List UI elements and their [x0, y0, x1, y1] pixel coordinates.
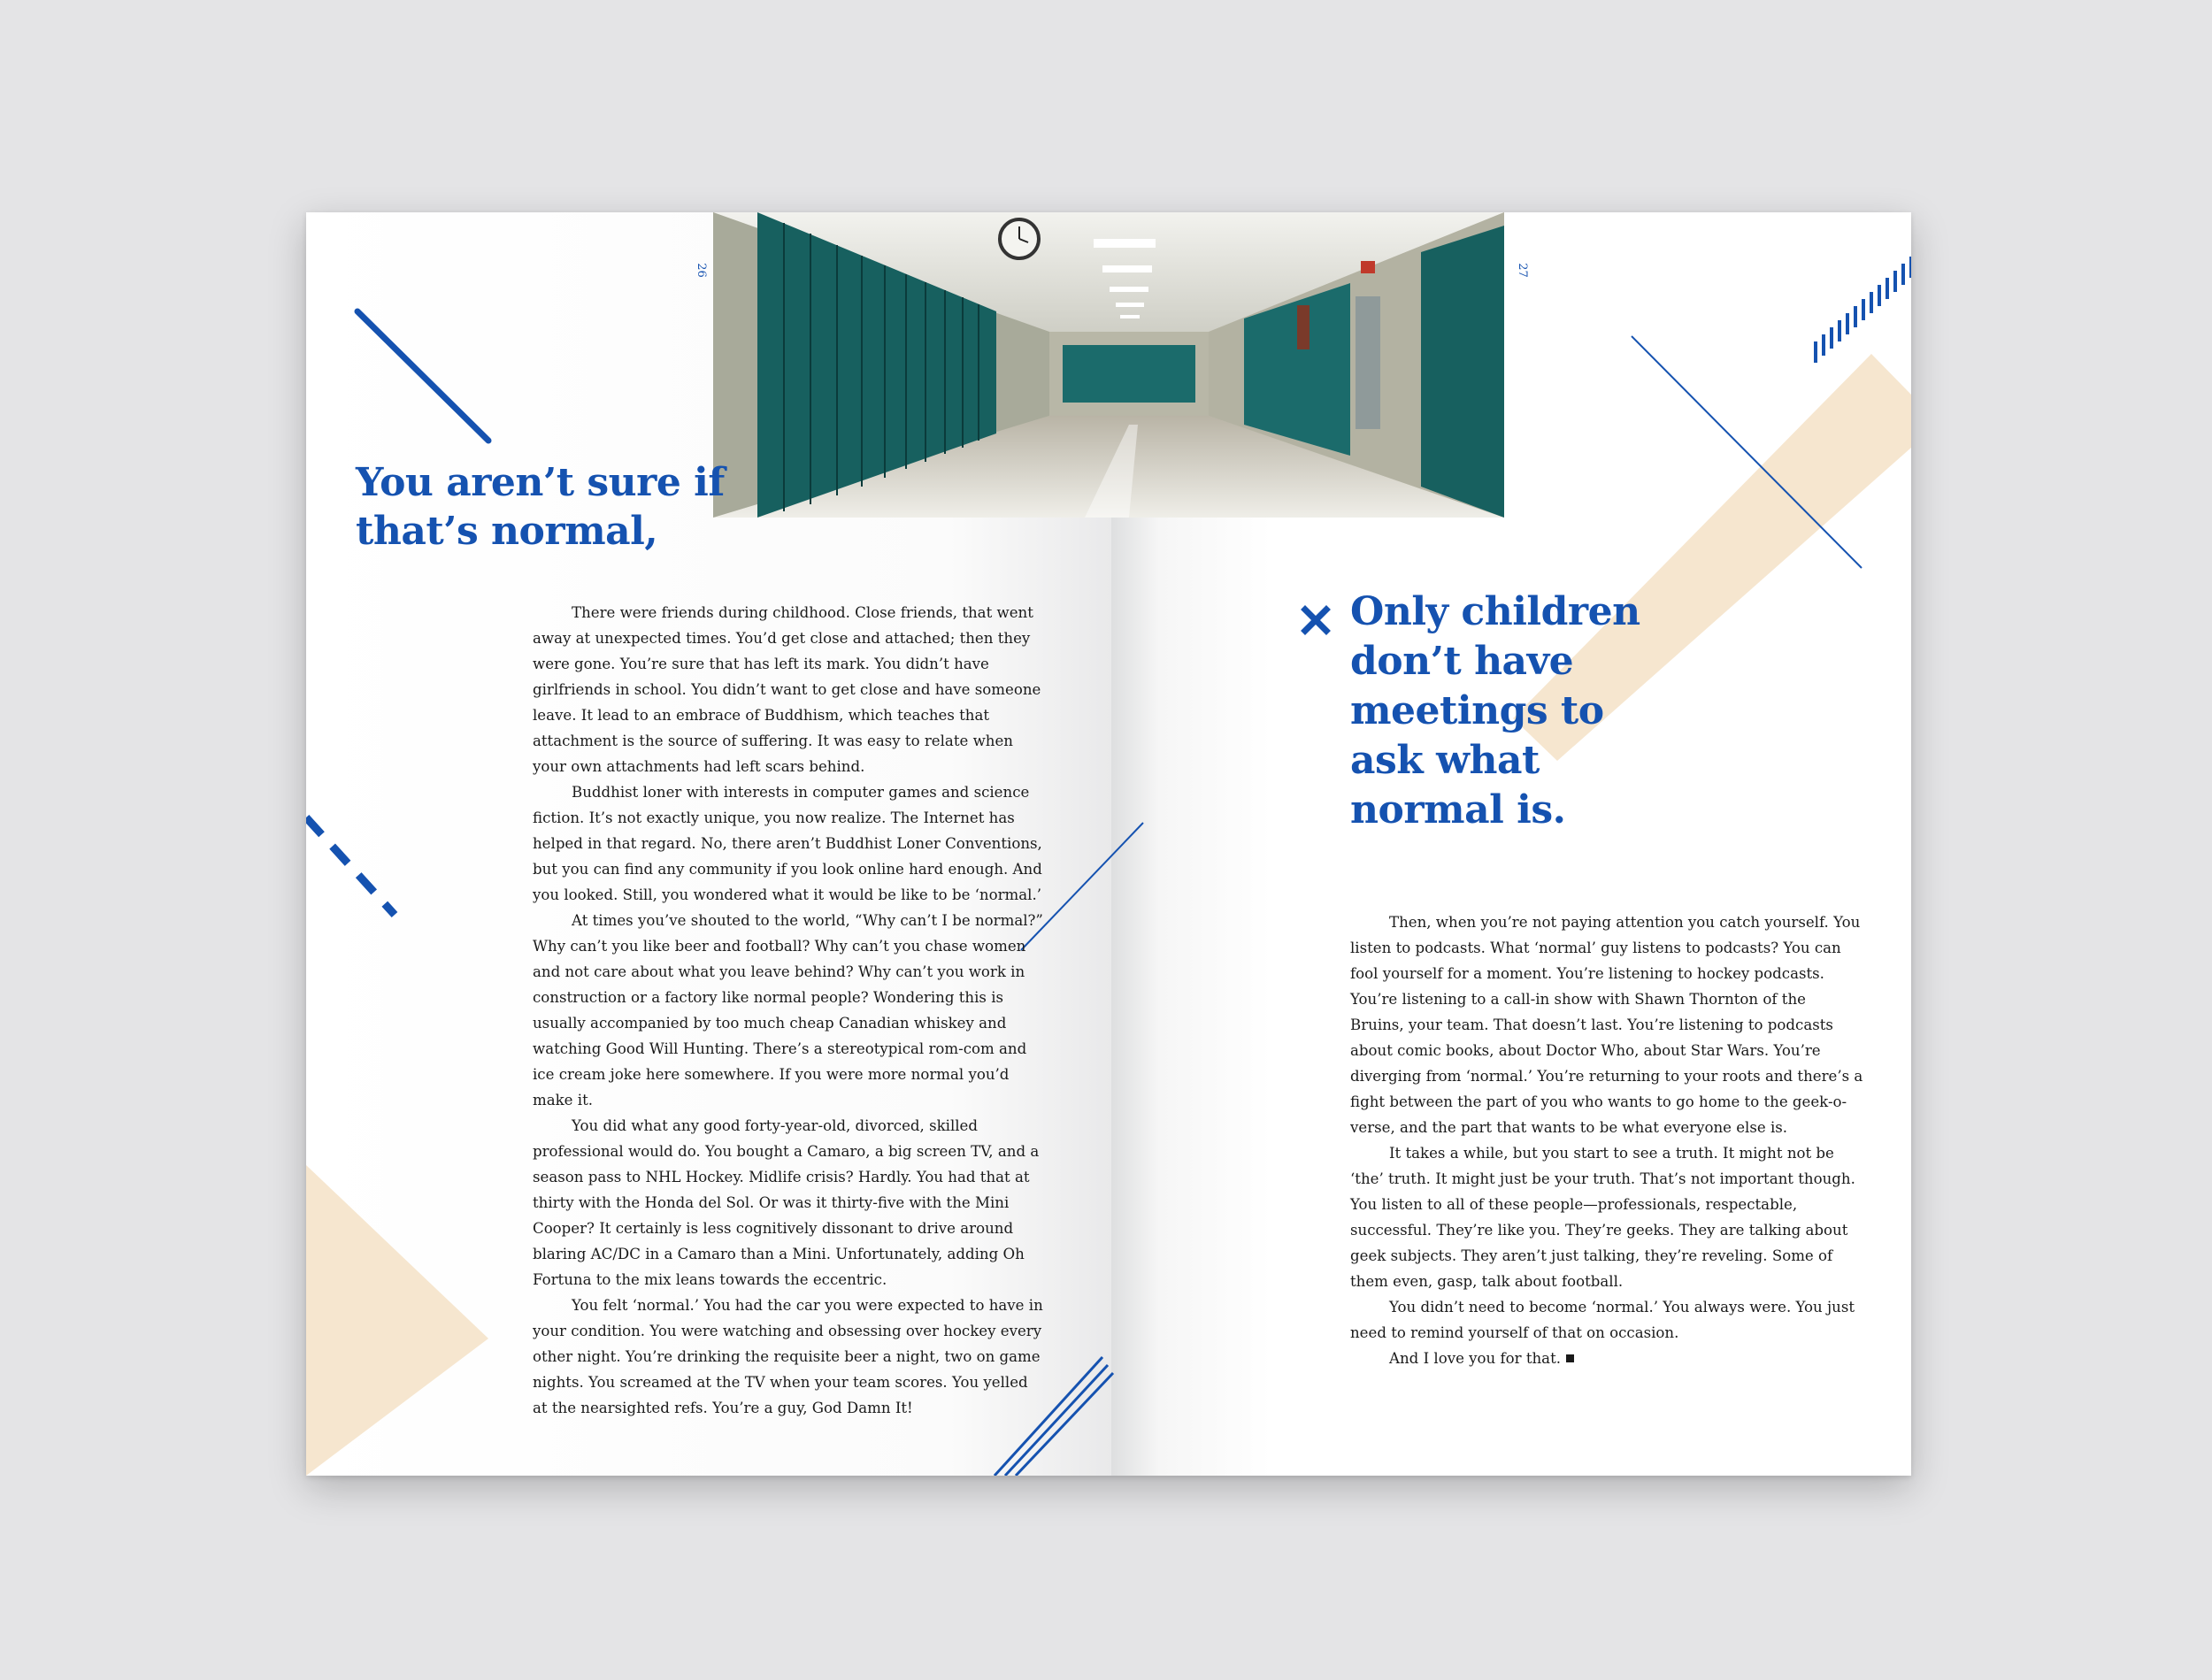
right-headline: Only children don’t have meetings to ask what normal is.: [1350, 589, 1640, 832]
paragraph: There were friends during childhood. Close friends, that went away at unexpected times. You’d get close and attached; then they were gone. You’re sure that has left its mark. You didn’t have girlfriends in school. You didn’t want to get close and have someone leave. It lead to an embrace of Buddhism, which teaches that attachment is the source of suffering. It was easy to relate when your own attachments had left scars behind.: [533, 604, 1041, 775]
blue-dashed-line: [306, 817, 395, 915]
page-number-left: 26: [694, 263, 708, 278]
paragraph: You didn’t need to become ‘normal.’ You always were. You just need to remind yourself of that on occasion.: [1350, 1299, 1855, 1341]
hatch-marks: [1816, 257, 1911, 363]
blue-diagonal-line: [357, 311, 488, 441]
paragraph: Buddhist loner with interests in computer games and science fiction. It’s not exactly unique, you now realize. The Internet has helped in that regard. No, there aren’t Buddhist Loner Conventions, but you can find any community if you look online hard enough. And you looked. Still, you wondered what it would be like to be ‘normal.’: [533, 784, 1042, 903]
magazine-spread: [306, 212, 1911, 1476]
closing-line: And I love you for that.: [1389, 1350, 1562, 1367]
paragraph-last: [1350, 1346, 1863, 1371]
paragraph: At times you’ve shouted to the world, “Why can’t I be normal?” Why can’t you like beer and football? Why can’t you chase women and not care about what you leave behind? Why can’t you work in construction or a factory like normal people? Wondering this is usually accompanied by too much cheap Canadian whiskey and watching Good Will Hunting. There’s a stereotypical rom-com and ice cream joke here somewhere. If you were more normal you’d make it.: [533, 912, 1043, 1108]
left-headline: You aren’t sure if that’s normal,: [356, 460, 725, 554]
paragraph: You felt ‘normal.’ You had the car you were expected to have in your condition. You were watching and obsessing over hockey every other night. You’re drinking the requisite beer a night, two on game nights. You screamed at the TV when your team scores. You yelled at the nearsighted refs. You’re a guy, God Damn It!: [533, 1297, 1043, 1416]
x-mark-icon: [1301, 605, 1331, 635]
right-body-text: [1350, 909, 1863, 1371]
peach-triangle-shape: [306, 1165, 488, 1476]
paragraph: You did what any good forty-year-old, divorced, skilled professional would do. You bought a Camaro, a big screen TV, and a season pass to NHL Hockey. Midlife crisis? Hardly. You had that at thirty with the Honda del Sol. Or was it thirty-five with the Mini Cooper? It certainly is less cognitively dissonant to drive around blaring AC/DC in a Camaro than a Mini. Unfortunately, adding Oh Fortuna to the mix leans towards the eccentric.: [533, 1117, 1040, 1288]
school-hallway-lockers-photo: [713, 212, 1504, 518]
end-mark-icon: [1566, 1354, 1574, 1362]
page-number-right: 27: [1515, 263, 1529, 278]
paragraph: Then, when you’re not paying attention you catch yourself. You listen to podcasts. What ‘normal’ guy listens to podcasts? You can fool yourself for a moment. You’re listening to hockey podcasts. You’re listening to a call-in show with Shawn Thornton of the Bruins, your team. That doesn’t last. You’re listening to podcasts about comic books, about Doctor Who, about Star Wars. You’re diverging from ‘normal.’ You’re returning to your roots and there’s a fight between the part of you who wants to go home to the geek-o-verse, and the part that wants to be what everyone else is.: [1350, 914, 1863, 1136]
left-body-text: [533, 600, 1046, 1421]
paragraph: It takes a while, but you start to see a truth. It might not be ‘the’ truth. It might just be your truth. That’s not important though. You listen to all of these people—professionals, respectable, successful. They’re like you. They’re geeks. They are talking about geek subjects. They aren’t just talking, they’re reveling. Some of them even, gasp, talk about football.: [1350, 1145, 1855, 1290]
